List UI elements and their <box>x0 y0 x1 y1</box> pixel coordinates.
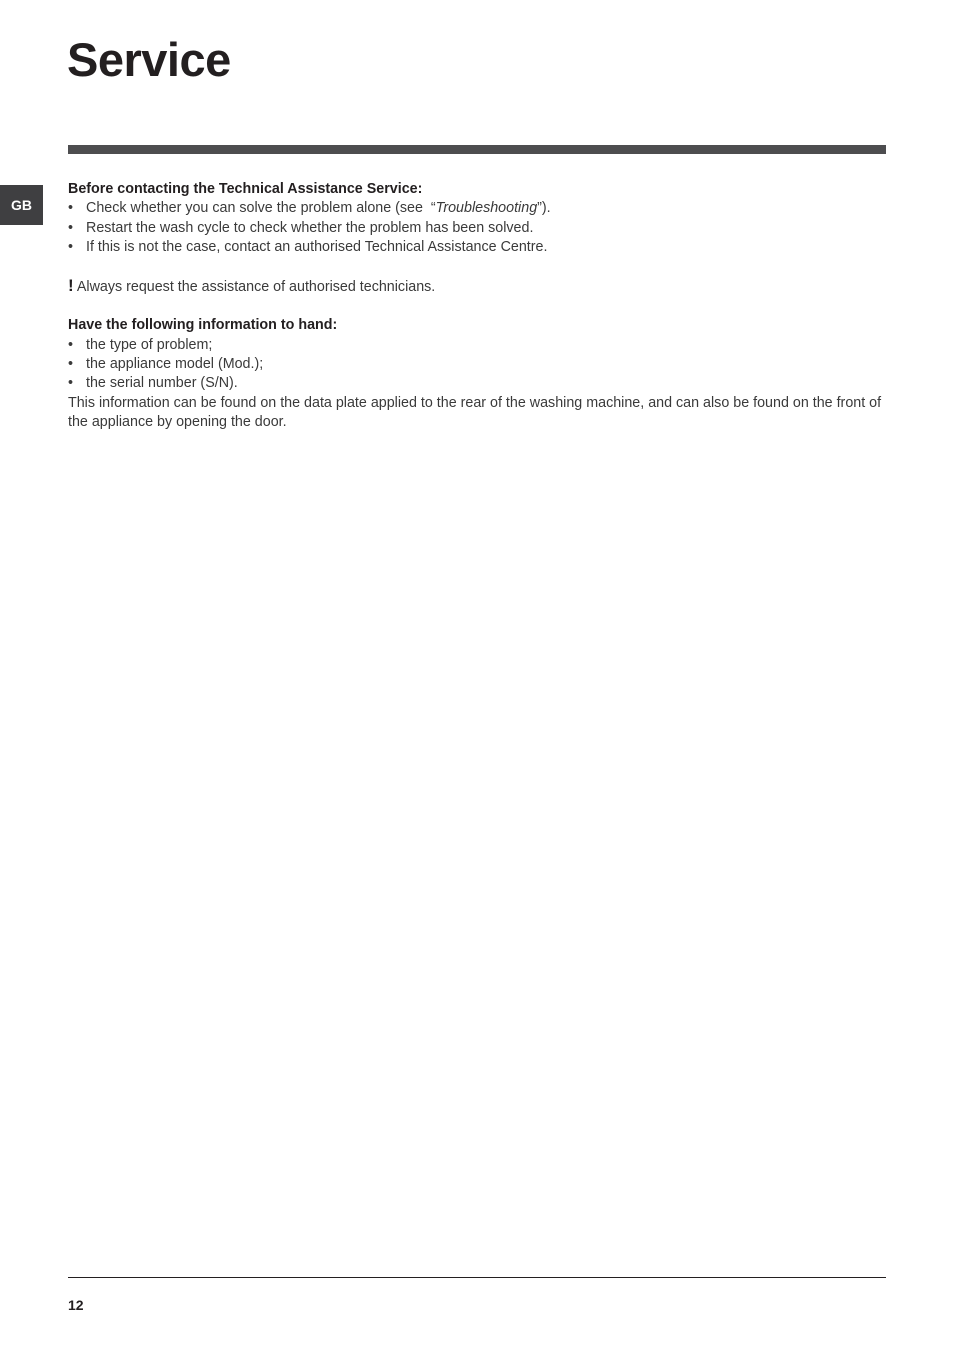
spacer <box>68 297 886 316</box>
list-item <box>68 199 886 218</box>
bullet-icon: • <box>68 219 74 236</box>
list-item <box>68 336 886 355</box>
information-list <box>68 336 886 394</box>
bullet-icon: • <box>68 238 74 255</box>
exclamation-icon: ! <box>68 276 74 296</box>
list-item-text: If this is not the case, contact an authorised Technical Assistance Centre. <box>86 238 548 255</box>
troubleshooting-reference: Troubleshooting <box>435 200 538 217</box>
warning-note <box>68 276 886 297</box>
page-title: Service <box>67 33 231 86</box>
list-item <box>68 355 886 374</box>
section-heading-before-contacting: Before contacting the Technical Assistance Service: <box>68 181 423 197</box>
section-heading-information: Have the following information to hand: <box>68 317 338 334</box>
bullet-icon: • <box>68 200 74 217</box>
page-number: 12 <box>68 1297 84 1313</box>
list-item-text-end: ”). <box>537 200 551 217</box>
list-item <box>68 374 886 393</box>
page-content <box>68 180 886 432</box>
list-item <box>68 219 886 238</box>
before-contacting-list <box>68 199 886 257</box>
warning-text: Always request the assistance of authorised technicians. <box>76 279 436 296</box>
bullet-icon: • <box>68 356 74 373</box>
list-item-text: Check whether you can solve the problem alone (see “ <box>86 200 436 217</box>
list-item-text: Restart the wash cycle to check whether the problem has been solved. <box>86 219 534 236</box>
list-item-text: the serial number (S/N). <box>86 375 238 392</box>
footer-divider <box>68 1277 886 1278</box>
list-item <box>68 238 886 257</box>
list-item-text: the type of problem; <box>86 336 213 353</box>
list-item-text: the appliance model (Mod.); <box>86 356 264 373</box>
spacer <box>68 257 886 276</box>
data-plate-note: This information can be found on the data plate applied to the rear of the washing machine, and can also be found on the front of the appliance by opening the door. <box>68 394 882 430</box>
title-divider <box>68 145 886 154</box>
bullet-icon: • <box>68 336 74 353</box>
language-tab: GB <box>0 185 43 225</box>
bullet-icon: • <box>68 375 74 392</box>
